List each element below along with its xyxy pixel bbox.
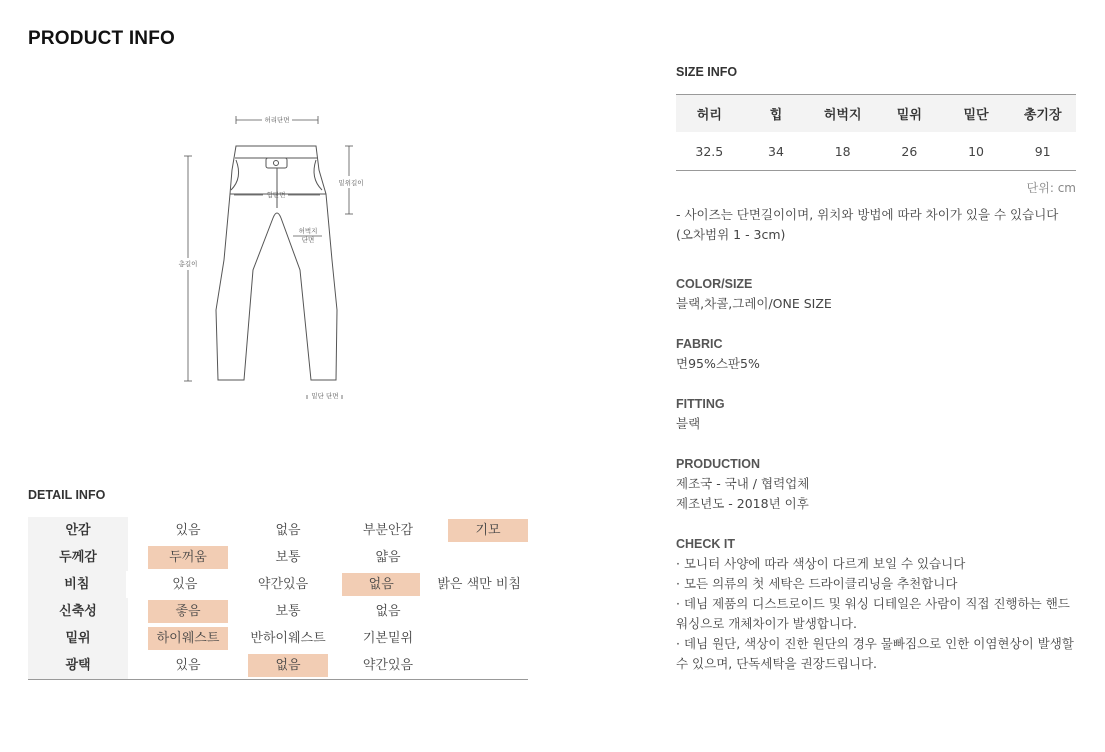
detail-option: 약간있음 xyxy=(257,577,309,592)
detail-row-label: 밑위 xyxy=(28,625,128,652)
size-header-cell: 허벅지 xyxy=(823,108,862,123)
size-header-cell: 허리 xyxy=(696,108,722,123)
detail-option: 보통 xyxy=(275,604,301,619)
waist-label: 허리단면 xyxy=(264,116,290,124)
check-it-label: CHECK IT xyxy=(676,537,736,551)
check-it-line: 수 있으며, 단독세탁을 권장드립니다. xyxy=(676,656,877,671)
production-section xyxy=(676,454,1096,514)
production-line-2: 제조년도 - 2018년 이후 xyxy=(676,496,809,511)
detail-info-table xyxy=(28,517,528,680)
production-label: PRODUCTION xyxy=(676,457,761,471)
fitting-section xyxy=(676,394,1096,434)
size-header-cell: 총기장 xyxy=(1023,108,1062,123)
detail-option-selected: 두꺼움 xyxy=(148,546,228,569)
size-table-row xyxy=(676,132,1076,170)
check-it-line: · 데님 원단, 색상이 진한 원단의 경우 물빠짐으로 인한 이염현상이 발생할 xyxy=(676,636,1074,651)
detail-row-label: 두께감 xyxy=(28,544,128,571)
size-value-cell: 32.5 xyxy=(695,143,724,159)
check-it-line: · 모니터 사양에 따라 색상이 다르게 보일 수 있습니다 xyxy=(676,556,966,571)
hem-label: 밑단 단면 xyxy=(311,392,339,400)
size-value-cell: 26 xyxy=(901,143,918,159)
detail-row-sheerness xyxy=(28,571,528,598)
color-size-value: 블랙,차콜,그레이/ONE SIZE xyxy=(676,296,832,311)
size-header-cell: 밑단 xyxy=(963,108,989,123)
size-value-cell: 91 xyxy=(1034,143,1051,159)
size-unit: 단위: cm xyxy=(1026,181,1076,195)
length-measure-line xyxy=(184,156,192,381)
check-it-line: · 모든 의류의 첫 세탁은 드라이클리닝을 추천합니다 xyxy=(676,576,958,591)
hip-label: 힙단면 xyxy=(266,191,286,199)
detail-row-gloss xyxy=(28,652,528,679)
detail-option-selected: 없음 xyxy=(248,654,328,677)
detail-option: 있음 xyxy=(175,658,201,673)
detail-option: 부분안감 xyxy=(362,523,414,538)
detail-row-label: 비침 xyxy=(28,571,126,598)
detail-option: 약간있음 xyxy=(362,658,414,673)
detail-info-title: DETAIL INFO xyxy=(28,488,106,502)
detail-option: 기본밑위 xyxy=(362,631,414,646)
detail-option: 있음 xyxy=(175,523,201,538)
fitting-value: 블랙 xyxy=(676,416,701,431)
page-title: PRODUCT INFO xyxy=(28,28,176,49)
detail-option: 보통 xyxy=(275,550,301,565)
size-header-cell: 밑위 xyxy=(896,108,922,123)
detail-option: 없음 xyxy=(275,523,301,538)
detail-option-selected: 좋음 xyxy=(148,600,228,623)
size-value-cell: 34 xyxy=(768,143,784,159)
size-header-cell: 힙 xyxy=(769,108,783,123)
rise-label: 밑위길이 xyxy=(338,179,364,187)
fabric-label: FABRIC xyxy=(676,337,723,351)
detail-row-stretch xyxy=(28,598,528,625)
detail-option-selected: 기모 xyxy=(448,519,528,542)
detail-row-label: 광택 xyxy=(28,652,128,679)
size-value-cell: 10 xyxy=(968,143,984,159)
detail-option: 없음 xyxy=(375,604,401,619)
check-it-line: 워싱으로 개체차이가 발생합니다. xyxy=(676,616,857,631)
detail-row-rise xyxy=(28,625,528,652)
fabric-value: 면95%스판5% xyxy=(676,356,760,371)
check-it-section xyxy=(676,534,1096,674)
detail-option: 얇음 xyxy=(375,550,401,565)
size-note-line-2: (오차범위 1 - 3cm) xyxy=(676,227,786,242)
color-size-section xyxy=(676,274,1096,314)
pants-size-diagram xyxy=(150,100,410,410)
color-size-label: COLOR/SIZE xyxy=(676,277,753,291)
detail-row-lining xyxy=(28,517,528,544)
size-note-line-1: - 사이즈는 단면길이이며, 위치와 방법에 따라 차이가 있을 수 있습니다 xyxy=(676,207,1059,222)
production-line-1: 제조국 - 국내 / 협력업체 xyxy=(676,476,810,491)
size-info-table xyxy=(676,94,1076,171)
size-table-header xyxy=(676,95,1076,132)
pants-outline xyxy=(216,146,337,380)
detail-option: 밝은 색만 비침 xyxy=(437,577,521,592)
detail-row-label: 안감 xyxy=(28,517,128,544)
thigh-label-1: 허벅지 xyxy=(298,227,318,235)
size-value-cell: 18 xyxy=(834,143,851,159)
fitting-label: FITTING xyxy=(676,397,725,411)
detail-option-selected: 없음 xyxy=(342,573,420,596)
length-label: 총길이 xyxy=(178,260,198,268)
fabric-section xyxy=(676,334,1096,374)
detail-option-selected: 하이웨스트 xyxy=(148,627,228,650)
size-info-title: SIZE INFO xyxy=(676,65,738,79)
detail-row-thickness xyxy=(28,544,528,571)
thigh-label-2: 단면 xyxy=(301,236,315,244)
detail-option: 있음 xyxy=(172,577,198,592)
size-note xyxy=(676,205,1086,245)
detail-row-label: 신축성 xyxy=(28,598,128,625)
detail-option: 반하이웨스트 xyxy=(250,631,326,646)
check-it-line: · 데님 제품의 디스트로이드 및 워싱 디테일은 사람이 직접 진행하는 핸드 xyxy=(676,596,1070,611)
